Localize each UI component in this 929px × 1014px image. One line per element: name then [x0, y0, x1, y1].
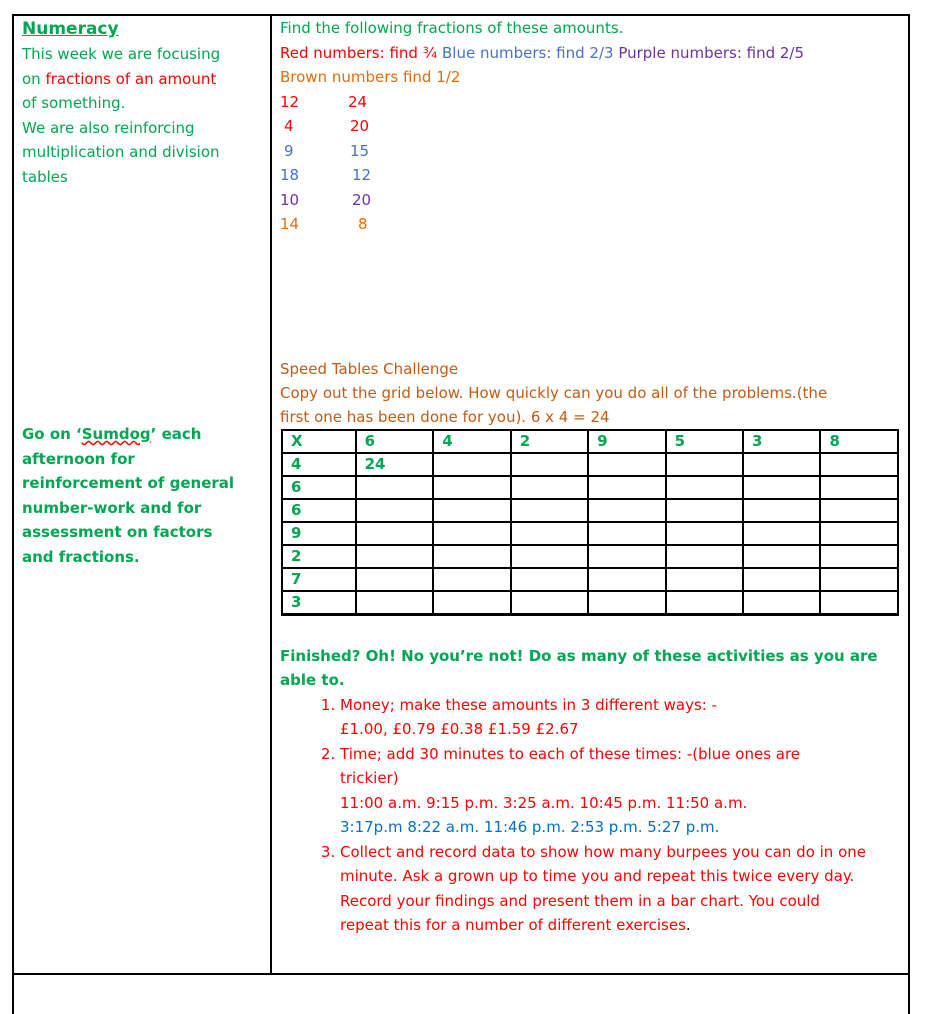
number-pair [280, 163, 902, 188]
grid-row [282, 591, 898, 615]
grid-cell [588, 499, 665, 522]
grid-cell [743, 499, 820, 522]
number-value: 20 [350, 117, 370, 135]
number-value: 24 [348, 92, 368, 111]
activities-list [280, 693, 902, 938]
grid-cell [511, 545, 588, 568]
key-blue: Blue numbers: find 2/3 [442, 43, 614, 62]
sumdog-line: assessment on factors [22, 523, 213, 541]
sumdog-word: Sumdog [81, 425, 151, 443]
grid-cell [588, 591, 665, 615]
grid-cell [820, 453, 898, 476]
number-value: 12 [352, 166, 372, 184]
intro-segment: We are also reinforcing [22, 118, 195, 137]
grid-cell: 6 [356, 430, 434, 453]
grid-cell [433, 568, 510, 591]
speed-desc: Copy out the grid below. How quickly can you do all of the problems.(the [280, 384, 828, 402]
grid-cell [666, 453, 743, 476]
section-title: Numeracy [22, 19, 119, 39]
grid-cell: 6 [282, 499, 356, 522]
number-pair [280, 139, 902, 164]
intro-segment: This week we are focusing [22, 45, 221, 63]
grid-cell [433, 453, 510, 476]
grid-cell [511, 568, 588, 591]
grid-cell [511, 522, 588, 545]
activity-item [340, 693, 902, 742]
number-value: 20 [352, 190, 372, 209]
number-value: 14 [280, 215, 300, 233]
grid-cell: 9 [282, 522, 356, 545]
number-value: 15 [350, 141, 370, 160]
grid-cell [743, 545, 820, 568]
grid-cell [433, 476, 510, 499]
grid-cell [820, 499, 898, 522]
grid-cell [820, 591, 898, 615]
grid-cell: 5 [666, 430, 743, 453]
grid-cell [666, 476, 743, 499]
times-table-grid [281, 429, 899, 616]
intro-line [22, 165, 266, 190]
speed-desc: first one has been done for you). 6 x 4 = 24 [280, 407, 610, 426]
grid-cell: 24 [356, 453, 434, 476]
grid-cell [511, 476, 588, 499]
activity-item [340, 840, 902, 938]
grid-cell: X [282, 430, 356, 453]
intro-line [22, 91, 266, 116]
intro-line [22, 67, 266, 92]
number-pair [280, 90, 902, 115]
activity-line: 11:00 a.m. 9:15 p.m. 3:25 a.m. 10:45 p.m. 11:50 a.m. [340, 793, 748, 812]
speed-title: Speed Tables Challenge [280, 359, 459, 378]
key-brown: Brown numbers find 1/2 [280, 68, 461, 86]
intro-segment: tables [22, 167, 68, 186]
activity-line: 3:17p.m 8:22 a.m. 11:46 p.m. 2:53 p.m. 5:27 p.m. [340, 818, 720, 836]
grid-cell: 6 [282, 476, 356, 499]
finished-line: able to. [280, 671, 345, 689]
numbers-list [280, 90, 902, 237]
intro-line [22, 140, 266, 165]
activity-line: 1. Money; make these amounts in 3 different ways: - [340, 695, 718, 714]
activity-line: trickier) [340, 769, 399, 787]
intro-line [22, 116, 266, 141]
grid-cell [433, 522, 510, 545]
grid-header-row [282, 430, 898, 453]
sumdog-line: number-work and for [22, 498, 202, 517]
activity-line: £1.00, £0.79 £0.38 £1.59 £2.67 [340, 720, 579, 738]
key-purple: Purple numbers: find 2/5 [618, 43, 805, 62]
grid-cell: 9 [588, 430, 665, 453]
grid-cell [356, 568, 434, 591]
number-value: 12 [280, 92, 300, 111]
grid-cell [511, 591, 588, 615]
grid-cell [820, 568, 898, 591]
grid-cell: 3 [743, 430, 820, 453]
sumdog-line: reinforcement of general [22, 474, 235, 492]
grid-cell [356, 591, 434, 615]
right-column [280, 16, 902, 938]
grid-cell: 4 [433, 430, 510, 453]
grid-cell: 2 [282, 545, 356, 568]
grid-cell [588, 453, 665, 476]
grid-cell [666, 591, 743, 615]
sumdog-line: afternoon for [22, 449, 135, 468]
grid-cell [820, 476, 898, 499]
number-pair [280, 114, 902, 139]
grid-cell [666, 545, 743, 568]
grid-cell: 4 [282, 453, 356, 476]
grid-cell [511, 499, 588, 522]
grid-cell [743, 522, 820, 545]
grid-cell [743, 591, 820, 615]
grid-cell [588, 568, 665, 591]
intro-line [22, 42, 266, 67]
activity-line: 3. Collect and record data to show how many burpees you can do in one [340, 842, 866, 861]
number-value: 9 [284, 141, 294, 160]
left-column [22, 16, 266, 569]
intro-segment: on [22, 69, 46, 88]
number-value: 10 [280, 190, 300, 209]
number-value: 18 [280, 166, 300, 184]
grid-row [282, 476, 898, 499]
grid-row [282, 453, 898, 476]
finished-line: Finished? Oh! No you’re not! Do as many of these activities as you are [280, 646, 878, 665]
grid-cell [588, 545, 665, 568]
grid-cell: 7 [282, 568, 356, 591]
grid-cell [588, 476, 665, 499]
grid-cell [588, 522, 665, 545]
grid-cell [433, 591, 510, 615]
sumdog-line: Go on ‘Sumdog’ each [22, 425, 202, 443]
grid-cell [820, 522, 898, 545]
instruction: Find the following fractions of these amounts. [280, 19, 624, 37]
grid-row [282, 522, 898, 545]
grid-cell [356, 499, 434, 522]
grid-row [282, 545, 898, 568]
grid-cell [433, 499, 510, 522]
intro-segment: multiplication and division [22, 143, 220, 161]
grid-cell [356, 522, 434, 545]
grid-cell [666, 568, 743, 591]
intro-segment: of something. [22, 94, 126, 112]
grid-cell [356, 545, 434, 568]
activity-line: 2. Time; add 30 minutes to each of these times: -(blue ones are [340, 744, 801, 763]
grid-row [282, 499, 898, 522]
number-value: 4 [284, 117, 294, 135]
grid-cell [743, 476, 820, 499]
grid-cell [820, 545, 898, 568]
grid-cell [356, 476, 434, 499]
sumdog-line: and fractions. [22, 547, 140, 566]
grid-cell [511, 453, 588, 476]
column-divider [270, 14, 272, 975]
grid-cell [666, 522, 743, 545]
activity-line: Record your findings and present them in a bar chart. You could [340, 891, 820, 910]
grid-row [282, 568, 898, 591]
intro-text [22, 42, 266, 189]
grid-cell: 2 [511, 430, 588, 453]
grid-cell [433, 545, 510, 568]
number-pair [280, 212, 902, 237]
key-red: Red numbers: find ¾ [280, 43, 438, 62]
number-pair [280, 188, 902, 213]
intro-segment: fractions of an amount [45, 69, 217, 88]
activity-line: repeat this for a number of different exercises. [340, 916, 691, 934]
grid-cell [743, 568, 820, 591]
grid-cell: 8 [820, 430, 898, 453]
grid-cell: 3 [282, 591, 356, 615]
sumdog-note [22, 422, 266, 569]
number-value: 8 [358, 215, 368, 233]
activity-item [340, 742, 902, 840]
grid-cell [666, 499, 743, 522]
fraction-key [280, 41, 902, 66]
grid-cell [743, 453, 820, 476]
activity-line: minute. Ask a grown up to time you and repeat this twice every day. [340, 867, 855, 885]
